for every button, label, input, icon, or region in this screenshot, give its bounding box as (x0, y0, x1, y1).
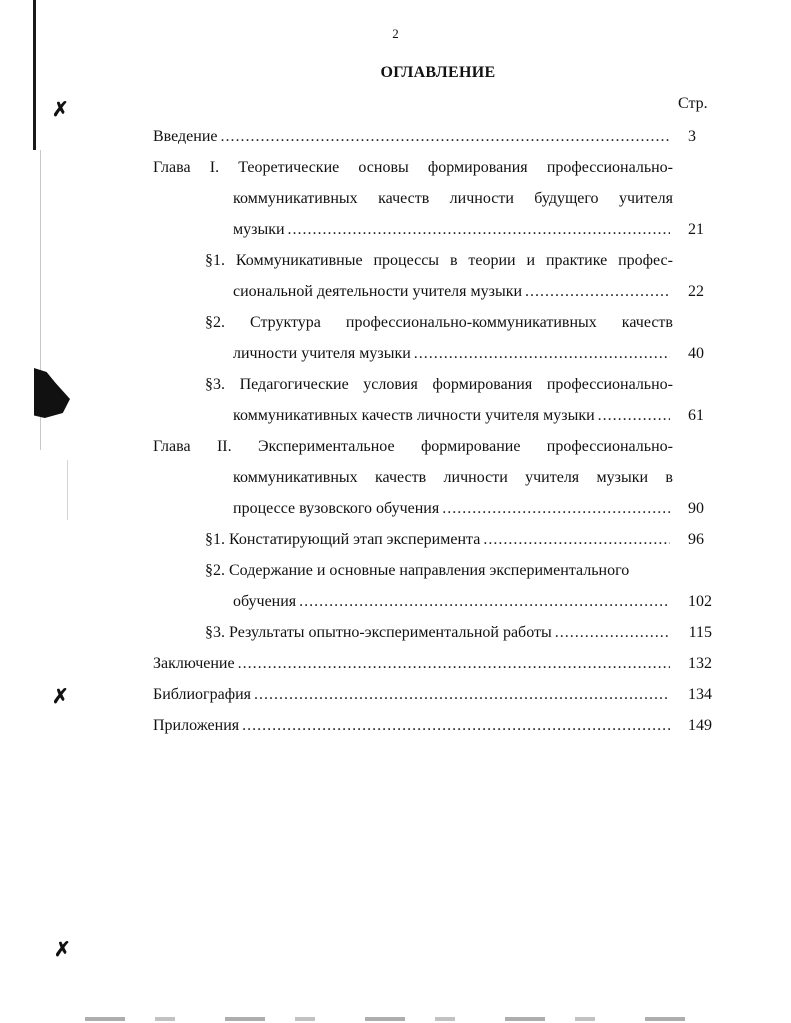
toc-page-number: 40 (688, 345, 704, 362)
toc-page-number: 22 (688, 283, 704, 300)
leader-dots (288, 220, 670, 240)
toc-page-number: 134 (688, 686, 712, 703)
toc-page-number: 102 (688, 593, 712, 610)
toc-entry-bibliography[interactable] (153, 685, 673, 705)
toc-entry-ch1-s2-line1: §2. Структура профессионально-коммуникативных качеств (205, 314, 673, 331)
toc-entry-label: обучения (233, 593, 297, 610)
toc-page-number: 149 (688, 717, 712, 734)
toc-entry-label: процессе вузовского обучения (233, 500, 440, 517)
leader-dots (221, 127, 671, 147)
toc-entry-ch1-s2[interactable] (233, 344, 673, 364)
leader-dots (242, 716, 670, 736)
scan-edge-mark (67, 460, 68, 520)
toc-page-number: 3 (688, 128, 696, 145)
page-column-label: Стр. (678, 95, 708, 112)
leader-dots (598, 406, 670, 426)
toc-entry-label: §3. Результаты опытно-экспериментальной работы (205, 624, 552, 641)
toc-page-number: 115 (688, 624, 712, 641)
leader-dots (555, 623, 670, 643)
leader-dots (483, 530, 670, 550)
toc-entry-intro[interactable] (153, 127, 673, 147)
toc-entry-ch1-s1[interactable] (233, 282, 673, 302)
leader-dots (299, 592, 670, 612)
toc-entry-label: личности учителя музыки (233, 345, 411, 362)
toc-entry-label: §1. Констатирующий этап эксперимента (205, 531, 481, 548)
leader-dots (414, 344, 670, 364)
toc-entry-label: музыки (233, 221, 285, 238)
leader-dots (442, 499, 670, 519)
toc-entry-label: Библиография (153, 686, 251, 703)
leader-dots (525, 282, 670, 302)
toc-entry-ch1-s3[interactable] (233, 406, 673, 426)
toc-entry-label: Введение (153, 128, 218, 145)
toc-entry-ch2-s1[interactable] (205, 530, 673, 550)
toc-entry-label: Заключение (153, 655, 235, 672)
toc-page-number: 90 (688, 500, 704, 517)
toc-entry-conclusion[interactable] (153, 654, 673, 674)
toc-page-number: 96 (688, 531, 704, 548)
toc-entry-ch2[interactable] (233, 499, 673, 519)
punch-hole-mark: ✗ (52, 99, 69, 121)
toc-entry-ch1-line1: Глава I. Теоретические основы формирования профессионально- (153, 159, 673, 176)
toc-title: ОГЛАВЛЕНИЕ (380, 64, 496, 81)
leader-dots (238, 654, 670, 674)
toc-entry-label: Приложения (153, 717, 240, 734)
page-number: 2 (392, 26, 399, 41)
scan-blot (34, 368, 70, 418)
toc-entry-ch2-s2[interactable] (233, 592, 673, 612)
scan-noise (85, 1017, 685, 1021)
toc-page-number: 61 (688, 407, 704, 424)
toc-entry-label: сиональной деятельности учителя музыки (233, 283, 523, 300)
toc-entry-ch2-line1: Глава II. Экспериментальное формирование профессионально- (153, 438, 673, 455)
toc-page-number: 132 (688, 655, 712, 672)
punch-hole-mark: ✗ (54, 939, 71, 961)
toc-entry-appendices[interactable] (153, 716, 673, 736)
leader-dots (254, 685, 670, 705)
toc-entry-ch2-line2: коммуникативных качеств личности учителя музыки в (233, 469, 673, 486)
toc-entry-ch2-s2-line1: §2. Содержание и основные направления экспериментального (205, 562, 630, 579)
toc-page-number: 21 (688, 221, 704, 238)
toc-entry-ch1-s3-line1: §3. Педагогические условия формирования профессионально- (205, 376, 673, 393)
toc-entry-ch1-s1-line1: §1. Коммуникативные процессы в теории и практике профес- (205, 252, 673, 269)
toc-entry-ch1[interactable] (233, 220, 673, 240)
toc-entry-ch2-s3[interactable] (205, 623, 673, 643)
toc-entry-label: коммуникативных качеств личности учителя музыки (233, 407, 595, 424)
toc-entry-ch1-line2: коммуникативных качеств личности будущего учителя (233, 190, 673, 207)
punch-hole-mark: ✗ (52, 686, 69, 708)
